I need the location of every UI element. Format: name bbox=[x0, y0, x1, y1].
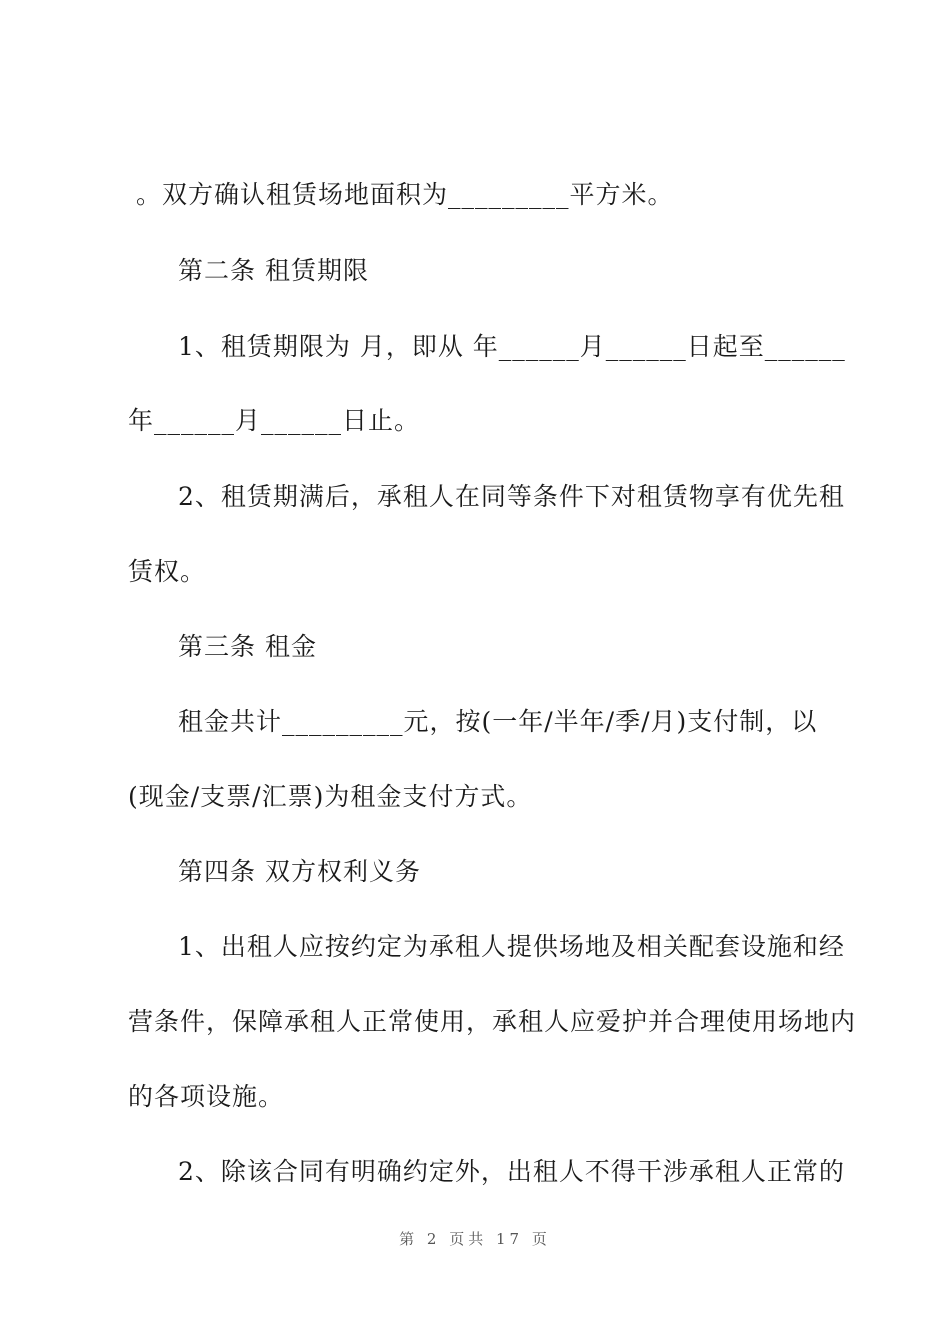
heading-article-2: 第二条 租赁期限 bbox=[178, 256, 369, 285]
text-line-area: 。双方确认租赁场地面积为_________平方米。 bbox=[136, 180, 674, 209]
text-line-rights-1: 1、出租人应按约定为承租人提供场地及相关配套设施和经 bbox=[178, 932, 845, 961]
text-line-term-1-cont: 年______月______日止。 bbox=[128, 406, 421, 435]
text-line-rights-2: 2、除该合同有明确约定外，出租人不得干涉承租人正常的 bbox=[178, 1157, 845, 1186]
heading-article-3: 第三条 租金 bbox=[178, 632, 317, 661]
text-line-rent-cont: (现金/支票/汇票)为租金支付方式。 bbox=[128, 782, 533, 811]
text-line-rights-1-end: 的各项设施。 bbox=[128, 1082, 285, 1111]
heading-article-4: 第四条 双方权利义务 bbox=[178, 857, 421, 886]
text-line-term-2: 2、租赁期满后，承租人在同等条件下对租赁物享有优先租 bbox=[178, 482, 845, 511]
text-line-rent: 租金共计_________元，按(一年/半年/季/月)支付制，以 bbox=[178, 707, 818, 736]
text-line-term-1: 1、租赁期限为 月，即从 年______月______日起至______ bbox=[178, 332, 846, 361]
text-line-rights-1-cont: 营条件，保障承租人正常使用，承租人应爱护并合理使用场地内 bbox=[128, 1007, 857, 1036]
text-line-term-2-cont: 赁权。 bbox=[128, 557, 207, 586]
page-number-footer: 第 2 页共 17 页 bbox=[399, 1230, 551, 1248]
